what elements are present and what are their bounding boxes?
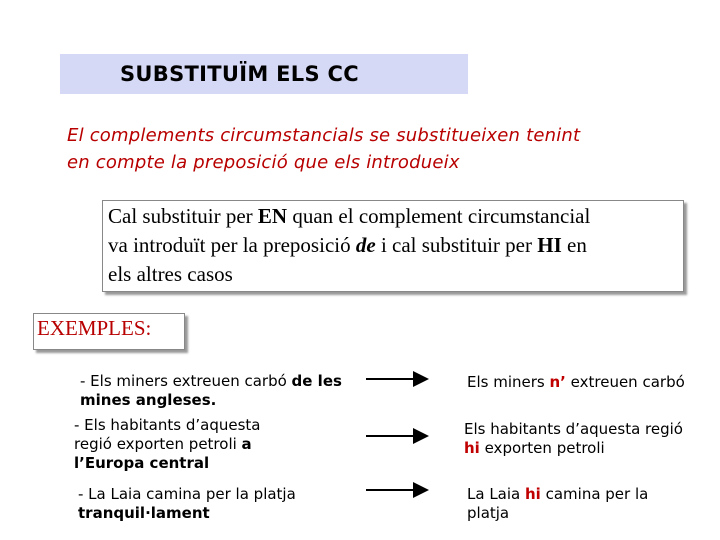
rule-text-part: Cal substituir per (108, 204, 258, 228)
rule-text-part: i cal substituir per (375, 233, 538, 257)
rule-de-keyword: de (355, 233, 376, 257)
rule-en-keyword: EN (257, 204, 288, 228)
intro-line-1: El complements circumstancials se substitueixen tenint (67, 125, 581, 146)
rule-text-part: va introduït per la preposició (108, 233, 356, 257)
example-line: - Els habitants d’aquesta (74, 416, 261, 434)
rule-text-part: quan el complement circumstancial (287, 204, 591, 228)
example-line: platja (467, 504, 510, 522)
example-pronoun: hi (525, 485, 541, 503)
rule-hi-keyword: HI (537, 233, 562, 257)
example-cc-line: l’Europa central (74, 454, 210, 472)
example-line: - La Laia camina per la platja (78, 485, 296, 503)
example-text: extreuen carbó (565, 373, 685, 391)
example-pronoun: hi (464, 439, 480, 457)
example-line: Els habitants d’aquesta regió (464, 420, 683, 438)
examples-label: EXEMPLES: (37, 316, 152, 340)
page-title: SUBSTITUÏM ELS CC (120, 62, 359, 86)
example-text: La Laia (467, 485, 525, 503)
example-cc: a (241, 435, 252, 453)
example-pronoun: n’ (549, 373, 566, 391)
example-cc: de les (291, 372, 342, 390)
example-cc-line: mines angleses. (80, 391, 217, 409)
example-text: Els miners (467, 373, 550, 391)
example-text: - Els miners extreuen carbó (80, 372, 292, 390)
example-cc-line: tranquil·lament (78, 504, 210, 522)
example-text: regió exporten petroli (74, 435, 242, 453)
rule-text-part: en (561, 233, 587, 257)
example-text: exporten petroli (479, 439, 605, 457)
rule-line-3: els altres casos (108, 262, 233, 286)
intro-line-2: en compte la preposició que els introdueix (67, 152, 460, 173)
example-text: camina per la (540, 485, 649, 503)
